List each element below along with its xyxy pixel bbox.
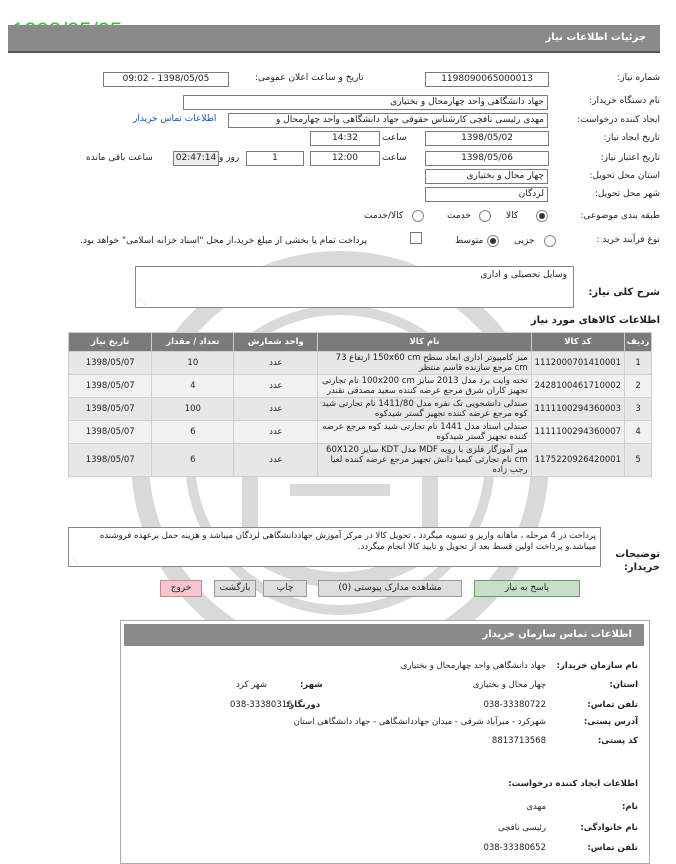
cell-code: 1112000701410001: [531, 352, 625, 375]
table-row: [69, 421, 652, 444]
need-number-label: شماره نیاز:: [617, 73, 660, 83]
print-button[interactable]: چاپ: [263, 580, 307, 597]
category-label: طبقه بندی موضوعی:: [580, 211, 660, 221]
cell-qty: 4: [152, 375, 234, 398]
process-option-minor: جزیی: [514, 236, 535, 246]
create-date-field: 1398/05/02: [425, 131, 549, 146]
contact-panel-title: اطلاعات تماس سازمان خریدار: [482, 629, 632, 640]
cell-unit: عدد: [234, 444, 318, 477]
need-number-field: 1198090065000013: [425, 72, 549, 87]
buyer-notes-label: توضیحات خریدار:: [615, 549, 660, 573]
summary-text: وسایل تحصیلی و اداری: [480, 270, 567, 280]
contact-city-label: شهر:: [300, 680, 323, 690]
cell-name: صندلی دانشجویی تک نفره مدل 1411/80 نام تجارتی شید کوه مرجع عرضه کننده تجهیز گستر شیدکوه: [318, 398, 531, 421]
creator-phone: 038-33380652: [483, 843, 546, 853]
category-radio-goods[interactable]: [536, 210, 548, 222]
table-row: [69, 444, 652, 477]
exit-button[interactable]: خروج: [160, 580, 202, 597]
cell-qty: 100: [152, 398, 234, 421]
announce-label: تاریخ و ساعت اعلان عمومی:: [255, 73, 364, 83]
days-label: روز و: [219, 153, 240, 163]
cell-row: 3: [625, 398, 652, 421]
process-label: نوع فرآیند خرید :: [596, 235, 660, 245]
resize-grip-icon: ⋰: [139, 298, 146, 306]
col-unit: واحد شمارش: [234, 333, 318, 352]
cell-unit: عدد: [234, 375, 318, 398]
treasury-note: پرداخت تمام یا بخشی از مبلغ خرید،از محل "اسناد خزانه اسلامی" خواهد بود.: [80, 236, 368, 246]
create-time-field: 14:32: [310, 131, 380, 146]
announce-field: 1398/05/05 - 09:02: [103, 72, 229, 87]
contact-fax: 038-33380316: [230, 700, 293, 710]
deadline-time-label: ساعت: [382, 153, 407, 163]
cell-code: 2428100461710002: [531, 375, 625, 398]
creator-family: رئیسی نافچی: [498, 823, 546, 833]
cell-unit: عدد: [234, 352, 318, 375]
city-field: لردگان: [425, 187, 548, 202]
summary-textarea: [135, 266, 574, 308]
resize-grip-icon: ⋰: [72, 557, 79, 565]
table-row: [69, 375, 652, 398]
create-time-label: ساعت: [382, 133, 407, 143]
cell-date: 1398/05/07: [69, 398, 152, 421]
contact-phone: 038-33380722: [483, 700, 546, 710]
province-field: چهار محال و بختیاری: [425, 169, 548, 184]
cell-code: 1111100294360003: [531, 398, 625, 421]
days-remaining-field: 1: [246, 151, 304, 166]
creator-phone-label: تلفن تماس:: [587, 843, 638, 853]
cell-date: 1398/05/07: [69, 421, 152, 444]
cell-qty: 6: [152, 444, 234, 477]
items-section-title: اطلاعات کالاهای مورد نیاز: [530, 315, 660, 326]
buyer-notes-textarea: [68, 527, 601, 567]
contact-postal-label: کد پستی:: [597, 736, 638, 746]
cell-qty: 6: [152, 421, 234, 444]
creator-name-label: نام:: [621, 802, 638, 812]
cell-name: میز آموزگار فلزی با رویه MDF مدل KDT سایز 60X120 cm نام تجارتی کیمیا دانش تجهیز مرجع عرضه کننده لعیا رجب زاده: [318, 444, 531, 477]
province-label: استان محل تحویل:: [589, 171, 660, 181]
deadline-label: تاریخ اعتبار نیاز:: [600, 153, 660, 163]
cell-row: 4: [625, 421, 652, 444]
col-code: کد کالا: [531, 333, 625, 352]
city-label: شهر محل تحویل:: [594, 189, 660, 199]
contact-province: چهار محال و بختیاری: [472, 680, 546, 690]
buyer-org-field: جهاد دانشگاهی واحد چهارمحال و بختیاری: [183, 95, 548, 110]
time-remaining-field: 02:47:14: [173, 151, 219, 166]
contact-org-label: نام سازمان خریدار:: [556, 661, 638, 671]
cell-code: 1111100294360007: [531, 421, 625, 444]
cell-name: تخته وایت برد مدل 2013 سایز 100x200 cm نام تجارتی تجهیز کاران شرق مرجع عرضه کننده سعید مصدقی نقندر: [318, 375, 531, 398]
col-date: تاریخ نیاز: [69, 333, 152, 352]
contact-phone-label: تلفن تماس:: [587, 700, 638, 710]
time-remaining-label: ساعت باقی مانده: [86, 153, 153, 163]
cell-name: میز کامپیوتر اداری ابعاد سطح 150x60 cm ارتفاع 73 cm مرجع سازنده قاسم منتظر: [318, 352, 531, 375]
creator-name: مهدی: [526, 802, 546, 812]
cell-date: 1398/05/07: [69, 375, 152, 398]
col-name: نام کالا: [318, 333, 531, 352]
contact-address: شهرکرد - میرآباد شرقی - میدان جهاددانشگاهی - جهاد دانشگاهی استان: [293, 717, 546, 727]
items-table-header: [69, 333, 652, 352]
contact-fax-label: دورنگار:: [286, 700, 321, 710]
create-date-label: تاریخ ایجاد نیاز:: [603, 133, 660, 143]
summary-label: شرح کلی نیاز:: [588, 287, 660, 298]
contact-city: شهر کرد: [236, 680, 267, 690]
window-title: جزئیات اطلاعات نیاز: [545, 32, 646, 43]
process-radio-medium[interactable]: [487, 235, 499, 247]
category-radio-service[interactable]: [479, 210, 491, 222]
contact-org: جهاد دانشگاهی واحد چهارمحال و بختیاری: [400, 661, 546, 671]
cell-row: 2: [625, 375, 652, 398]
buyer-notes-text: پرداخت در 4 مرحله ، ماهانه واریز و تسویه میگردد ، تحویل کالا در مرکز آموزش جهاددانشگاهی لردگان میباشد و هزینه حمل برعهده فروشنده میباشد.و پرداخت اولین قسط بعد از تحویل و تایید کالا انجام میگردد.: [99, 531, 596, 552]
category-option-both: کالا/خدمت: [364, 211, 404, 221]
cell-date: 1398/05/07: [69, 352, 152, 375]
contact-postal: 8813713568: [491, 736, 546, 746]
contact-address-label: آدرس پستی:: [583, 717, 638, 727]
creator-family-label: نام خانوادگی:: [580, 823, 638, 833]
creator-label: ایجاد کننده درخواست:: [577, 115, 660, 125]
category-option-service: خدمت: [447, 211, 471, 221]
cell-code: 1175220926420001: [531, 444, 625, 477]
cell-row: 1: [625, 352, 652, 375]
cell-qty: 10: [152, 352, 234, 375]
category-radio-both[interactable]: [412, 210, 424, 222]
reply-button[interactable]: پاسخ به نیاز: [474, 580, 580, 597]
creator-field: مهدی رئیسی نافچی کارشناس حقوقی جهاد دانشگاهی واحد چهارمحال و: [228, 113, 548, 128]
buyer-org-label: نام دستگاه خریدار:: [589, 96, 660, 106]
col-row: ردیف: [625, 333, 652, 352]
deadline-date-field: 1398/05/06: [425, 151, 549, 166]
cell-row: 5: [625, 444, 652, 477]
process-radio-minor[interactable]: [544, 235, 556, 247]
cell-date: 1398/05/07: [69, 444, 152, 477]
process-option-medium: متوسط: [455, 236, 484, 246]
items-table: [68, 332, 652, 477]
creator-info-title: اطلاعات ایجاد کننده درخواست:: [508, 779, 638, 789]
table-row: [69, 352, 652, 375]
attachments-button[interactable]: مشاهده مدارک پیوستی (0): [318, 580, 462, 597]
cell-unit: عدد: [234, 421, 318, 444]
cell-name: صندلی استاد مدل 1441 نام تجارتی شید کوه مرجع عرضه کننده تجهیز گستر شیدکوه: [318, 421, 531, 444]
deadline-time-field: 12:00: [310, 151, 380, 166]
table-row: [69, 398, 652, 421]
cell-unit: عدد: [234, 398, 318, 421]
col-qty: تعداد / مقدار: [152, 333, 234, 352]
buyer-contact-link[interactable]: اطلاعات تماس خریدار: [133, 114, 217, 124]
treasury-checkbox[interactable]: [410, 232, 422, 244]
window-titlebar: [8, 25, 660, 53]
contact-panel-header: [124, 624, 644, 646]
category-option-goods: کالا: [506, 211, 519, 221]
contact-province-label: استان:: [609, 680, 638, 690]
back-button[interactable]: بازگشت: [214, 580, 256, 597]
buyer-contact-panel: [120, 620, 650, 864]
